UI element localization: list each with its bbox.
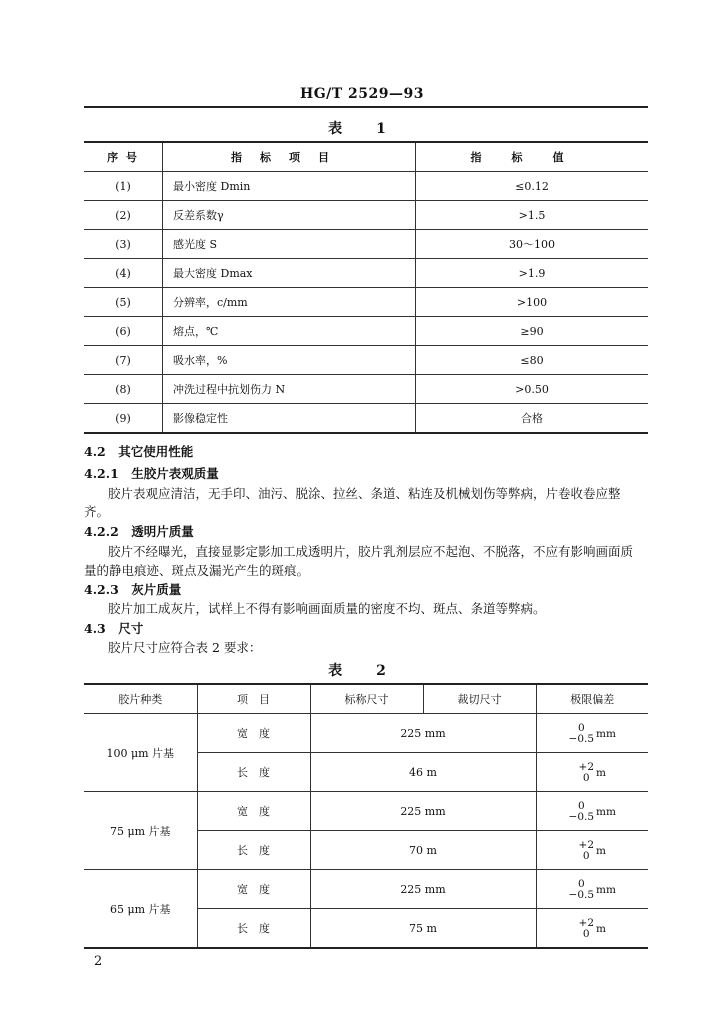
row-item: 冲洗过程中抗划伤力 N <box>163 375 416 404</box>
tol-upper: +2 <box>578 917 594 929</box>
tol-lower: −0.5 <box>568 811 595 823</box>
row-no: (3) <box>84 230 163 259</box>
row-value: >100 <box>416 288 649 317</box>
row-item: 熔点，℃ <box>163 317 416 346</box>
section-4-2-1-text-1: 胶片表观应清洁，无手印、油污、脱涂、拉丝、条道、粘连及机械划伤等弊病，片卷收卷应整 <box>108 486 621 501</box>
table1-header-row <box>84 142 648 172</box>
table-row <box>84 792 648 831</box>
tol-unit: mm <box>596 728 616 740</box>
row-item: 吸水率，% <box>163 346 416 375</box>
item-width: 宽 度 <box>197 870 310 909</box>
table-row <box>84 870 648 909</box>
size-length: 46 m <box>310 753 536 792</box>
tolerance-width <box>536 714 648 753</box>
section-4-2-1-heading: 4.2.1 生胶片表观质量 <box>84 466 219 481</box>
section-4-2-2-heading: 4.2.2 透明片质量 <box>84 524 194 539</box>
tol-lower: −0.5 <box>568 889 595 901</box>
table-row <box>84 404 648 434</box>
table1-header-value: 指标值 <box>416 142 649 172</box>
item-width: 宽 度 <box>197 714 310 753</box>
tol-upper: +2 <box>578 839 594 851</box>
table-row <box>84 346 648 375</box>
row-item: 感光度 S <box>163 230 416 259</box>
row-value: 合格 <box>416 404 649 434</box>
film-type: 65 μm 片基 <box>84 870 197 949</box>
row-value: ≤0.12 <box>416 172 649 201</box>
table1-header-no: 序 号 <box>84 142 163 172</box>
tol-unit: m <box>596 923 606 935</box>
tolerance-length <box>536 753 648 792</box>
tol-lower: −0.5 <box>568 733 595 745</box>
tol-unit: mm <box>596 884 616 896</box>
tolerance-length <box>536 831 648 870</box>
tolerance-width <box>536 870 648 909</box>
table-row <box>84 288 648 317</box>
tol-unit: m <box>596 845 606 857</box>
film-type: 75 μm 片基 <box>84 792 197 870</box>
section-4-2-2-text-1: 胶片不经曝光，直接显影定影加工成透明片，胶片乳剂层应不起泡、不脱落，不应有影响画面质 <box>108 544 634 559</box>
row-item: 反差系数γ <box>163 201 416 230</box>
standard-code: HG/T 2529—93 <box>299 86 425 102</box>
item-length: 长 度 <box>197 753 310 792</box>
size-width: 225 mm <box>310 870 536 909</box>
table1 <box>84 141 648 434</box>
table-row <box>84 317 648 346</box>
size-length: 75 m <box>310 909 536 949</box>
tol-unit: m <box>596 767 606 779</box>
table2-header-nominal: 标称尺寸 <box>310 684 423 714</box>
row-no: (7) <box>84 346 163 375</box>
table2-header-tolerance: 极限偏差 <box>536 684 648 714</box>
tolerance-width <box>536 792 648 831</box>
header-rule <box>84 106 648 108</box>
table2-header-cut: 裁切尺寸 <box>423 684 536 714</box>
section-4-2-heading: 4.2 其它使用性能 <box>84 444 194 459</box>
table2-caption: 表 2 <box>328 663 396 679</box>
item-length: 长 度 <box>197 909 310 949</box>
item-length: 长 度 <box>197 831 310 870</box>
film-type: 100 μm 片基 <box>84 714 197 792</box>
row-no: (4) <box>84 259 163 288</box>
tol-unit: mm <box>596 806 616 818</box>
row-item: 影像稳定性 <box>163 404 416 434</box>
table-row <box>84 230 648 259</box>
section-4-2-2-text-2: 量的静电痕迹、斑点及漏光产生的斑痕。 <box>84 563 310 578</box>
row-value: >1.5 <box>416 201 649 230</box>
section-4-2-1-text-2: 齐。 <box>84 504 110 519</box>
tol-lower: 0 <box>582 850 590 862</box>
table2-header-type: 胶片种类 <box>84 684 197 714</box>
row-no: (9) <box>84 404 163 434</box>
row-no: (2) <box>84 201 163 230</box>
table2-header-item: 项 目 <box>197 684 310 714</box>
tol-lower: 0 <box>582 772 590 784</box>
tolerance-length <box>536 909 648 949</box>
row-no: (8) <box>84 375 163 404</box>
row-value: ≤80 <box>416 346 649 375</box>
table-row <box>84 259 648 288</box>
section-4-3-text-1: 胶片尺寸应符合表 2 要求： <box>108 640 262 655</box>
tol-upper: 0 <box>577 722 585 734</box>
table2-header-row <box>84 684 648 714</box>
row-no: (6) <box>84 317 163 346</box>
row-item: 分辨率，c/mm <box>163 288 416 317</box>
table1-caption: 表 1 <box>328 121 396 137</box>
row-value: >0.50 <box>416 375 649 404</box>
row-no: (5) <box>84 288 163 317</box>
table-row <box>84 714 648 753</box>
item-width: 宽 度 <box>197 792 310 831</box>
tol-upper: +2 <box>578 761 594 773</box>
table2 <box>84 683 648 949</box>
row-value: ≥90 <box>416 317 649 346</box>
table-row <box>84 375 648 404</box>
table-row <box>84 172 648 201</box>
row-item: 最小密度 Dmin <box>163 172 416 201</box>
section-4-2-3-heading: 4.2.3 灰片质量 <box>84 582 182 597</box>
tol-upper: 0 <box>577 878 585 890</box>
section-4-3-heading: 4.3 尺寸 <box>84 621 144 636</box>
tol-lower: 0 <box>582 928 590 940</box>
page-number: 2 <box>94 954 103 969</box>
row-item: 最大密度 Dmax <box>163 259 416 288</box>
row-value: 30～100 <box>416 230 649 259</box>
size-width: 225 mm <box>310 792 536 831</box>
table1-header-item: 指标项目 <box>163 142 416 172</box>
row-value: >1.9 <box>416 259 649 288</box>
tol-upper: 0 <box>577 800 585 812</box>
table-row <box>84 201 648 230</box>
size-length: 70 m <box>310 831 536 870</box>
row-no: (1) <box>84 172 163 201</box>
size-width: 225 mm <box>310 714 536 753</box>
section-4-2-3-text-1: 胶片加工成灰片，试样上不得有影响画面质量的密度不均、斑点、条道等弊病。 <box>108 601 546 616</box>
